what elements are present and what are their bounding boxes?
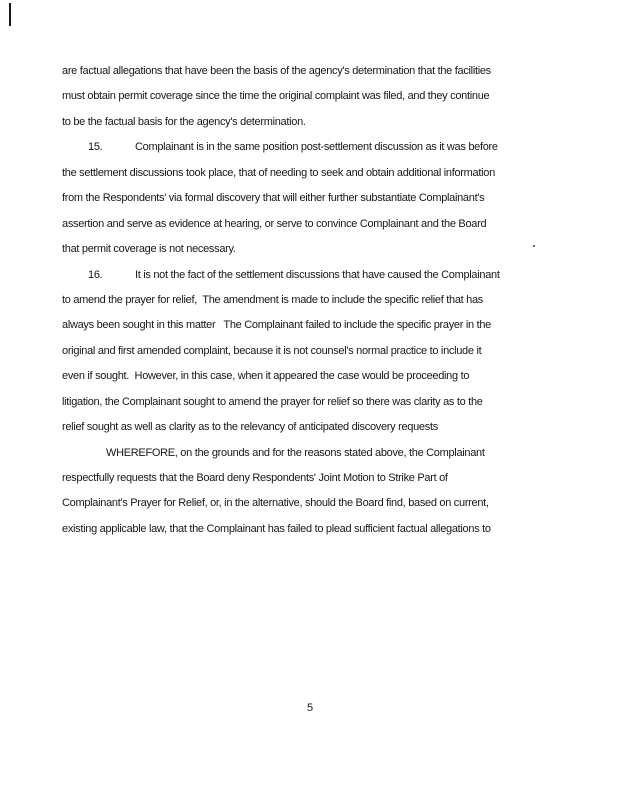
text-line — [62, 186, 582, 211]
text-block — [62, 59, 582, 542]
text-line — [62, 364, 582, 389]
text-line — [62, 313, 582, 338]
text-line — [62, 212, 582, 237]
text-line — [62, 441, 582, 466]
text-line-content: always been sought in this matter The Complainant failed to include the specific prayer in the — [62, 319, 491, 332]
text-line — [62, 491, 582, 516]
text-line-content: that permit coverage is not necessary. — [62, 243, 236, 256]
text-line — [62, 237, 582, 262]
text-line-content: Complainant's Prayer for Relief, or, in the alternative, should the Board find, based on current, — [62, 497, 489, 510]
text-line-content: even if sought. However, in this case, when it appeared the case would be proceeding to — [62, 370, 470, 383]
text-line-content: must obtain permit coverage since the time the original complaint was filed, and they continue — [62, 90, 490, 103]
paragraph-number: 16. — [88, 268, 103, 281]
text-line-content: existing applicable law, that the Complainant has failed to plead sufficient factual allegations to — [62, 522, 491, 535]
text-line-content: Complainant is in the same position post-settlement discussion as it was before — [135, 141, 498, 154]
text-line — [62, 263, 582, 288]
text-line — [62, 161, 582, 186]
text-line-content: relief sought as well as clarity as to the relevancy of anticipated discovery requests — [62, 421, 438, 434]
text-line — [62, 466, 582, 491]
text-line-content: assertion and serve as evidence at hearing, or serve to convince Complainant and the Board — [62, 217, 487, 230]
scan-artifact-dot — [533, 245, 535, 247]
text-line-content: the settlement discussions took place, that of needing to seek and obtain additional information — [62, 166, 495, 179]
text-line-content: to be the factual basis for the agency's determination. — [62, 115, 306, 128]
text-line — [62, 84, 582, 109]
text-line-content: litigation, the Complainant sought to amend the prayer for relief so there was clarity as to the — [62, 395, 483, 408]
text-line — [62, 339, 582, 364]
text-line — [62, 390, 582, 415]
text-line — [62, 59, 582, 84]
text-line-content: It is not the fact of the settlement discussions that have caused the Complainant — [135, 268, 500, 281]
text-line — [62, 517, 582, 542]
scan-artifact-mark — [9, 3, 11, 26]
text-line-content: original and first amended complaint, because it is not counsel's normal practice to include it — [62, 344, 482, 357]
text-line-content: from the Respondents' via formal discovery that will either further substantiate Complainant's — [62, 192, 485, 205]
text-line-content: to amend the prayer for relief, The amendment is made to include the specific relief that has — [62, 293, 484, 306]
text-line-content: WHEREFORE, on the grounds and for the reasons stated above, the Complainant — [106, 446, 485, 459]
text-line-content: are factual allegations that have been the basis of the agency's determination that the facilities — [62, 65, 491, 77]
paragraph-number: 15. — [88, 141, 103, 154]
text-line — [62, 110, 582, 135]
text-line — [62, 135, 582, 160]
text-line — [62, 288, 582, 313]
page-number: 5 — [306, 702, 314, 714]
text-line-content: respectfully requests that the Board deny Respondents' Joint Motion to Strike Part of — [62, 472, 448, 484]
text-line — [62, 415, 582, 440]
